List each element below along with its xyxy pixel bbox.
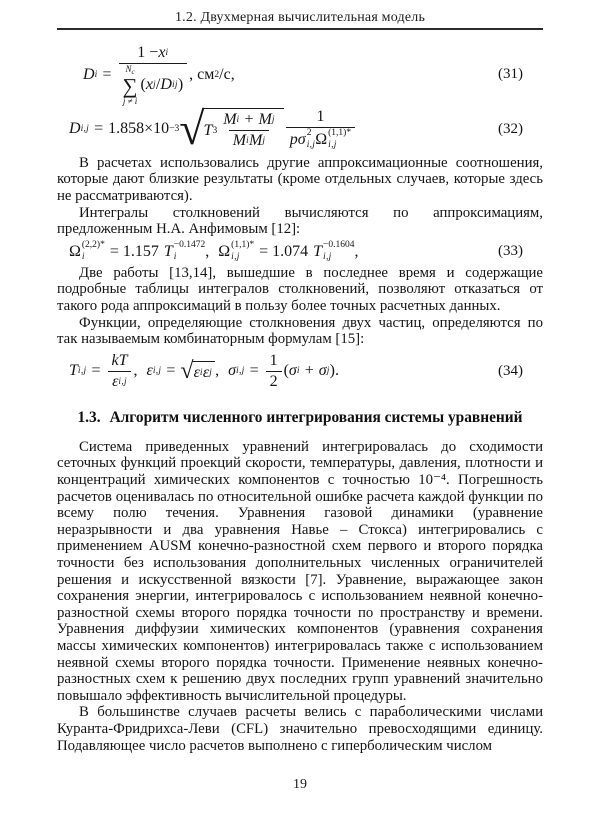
equation-34-body: T i,j = kT ε i,j , ε i,j = √ ε i ε j , σ i,j = $\frac{1}{2}$ ( σ i + σ j ) . (69, 351, 339, 390)
fraction: 1 p σ 2 i,j Ω (1,1)* i,j (286, 108, 355, 151)
equation-32-number: (32) (498, 120, 523, 137)
section-title: Алгоритм численного интегрирования системы уравнений (109, 408, 523, 426)
section-number: 1.3. (77, 408, 101, 426)
fraction: kT ε i,j (108, 352, 132, 391)
running-header: 1.2. Двухмерная вычислительная модель (174, 10, 426, 25)
equation-32 (57, 103, 543, 155)
header-rule (57, 28, 543, 30)
paragraph-two-works: Две работы [13,14], вышедшие в последнее время и содержащие подробные таблицы интегралов столкновений, позволяют отказаться от такого рода аппроксимаций в пользу более точных расчетных данных. (57, 264, 543, 315)
fraction: $\frac{1}{2}$ (266, 352, 282, 391)
paragraph-combinatorial: Функции, определяющие столкновения двух частиц, определяются по так называемым комбинаторным формулам [15]: (57, 314, 543, 348)
fraction: 1 − x i $N_c$ ∑ j ≠ i ( x j / D ij ) (119, 44, 188, 106)
equation-31-number: (31) (498, 66, 523, 83)
section-heading (57, 409, 543, 427)
paragraph-system: Система приведенных уравнений интегрировалась до сходимости сеточных функций проекций скорости, температуры, давления, плотности и концентраций химических компонентов с точностью 10⁻⁴. Погрешность расчетов оценивалась по относительной ошибке расчета каждой функции по всему полю течения. Уравнения газовой динамики (уравнение неразрывности и два уравнения Навье – Стокса) интегрировались с применением AUSM конечно-разностной схем первого и второго порядка точности без использования дополнительных численных ограничителей решения и искусственной вязкости [7]. Уравнение, выражающее закон сохранения энергии, интегрировалось с использованием неявной конечно-разностной схемы второго порядка точности по пространству и времени. Уравнения диффузии химических компонентов (уравнения сохранения массы химических компонентов) интегрировалась также с использованием неявной схемы второго порядка точности. Применение неявных конечно-разностных схем к решению двух последних групп уравнений значительно повышало эффективность вычислительной процедуры. (57, 438, 543, 704)
equation-33 (57, 241, 543, 263)
sqrt-radical: √ ε i ε j (180, 361, 215, 382)
fraction: M i + M j M i M j (223, 111, 275, 150)
sum-symbol: $N_c$ ∑ j ≠ i (122, 64, 138, 106)
sqrt-radical: √ T 3 M i + M j M i M j (179, 108, 284, 150)
paragraph-cfl: В большинстве случаев расчеты велись с параболическими числами Куранта-Фридрихса-Леви (CFL) значительно превосходящими единицу. Подавляющее число расчетов выполнено с гиперболическим числом (57, 704, 543, 754)
equation-31 (57, 44, 543, 106)
equation-33-number: (33) (498, 243, 523, 260)
equation-34 (57, 352, 543, 391)
paragraph-approximations: В расчетах использовались другие аппроксимационные соотношения, которые дают близкие результаты (кроме отдельных случаев, которые здесь не рассматриваются). (57, 154, 543, 205)
equation-34-number: (34) (498, 362, 523, 379)
equation-33-body: Ω (2,2)* i = 1.157 T −0.1472 i , Ω (1,1)* i,j = 1.074 T −0.1604 i,j , (69, 239, 359, 263)
equation-31-body: D i = 1 − x i $N_c$ ∑ j ≠ i ( x j / D ij ) , см 2 /с, (83, 44, 235, 106)
page-number: 19 (293, 777, 307, 792)
paragraph-collision-integrals: Интегралы столкновений вычисляются по аппроксимациям, предложенным Н.А. Анфимовым [12]: (57, 204, 543, 238)
equation-32-body: D i,j = 1.858×10 −3 √ T 3 M i + M j M i M j 1 p σ 2 i,j Ω (1,1)* i,j (69, 108, 357, 151)
